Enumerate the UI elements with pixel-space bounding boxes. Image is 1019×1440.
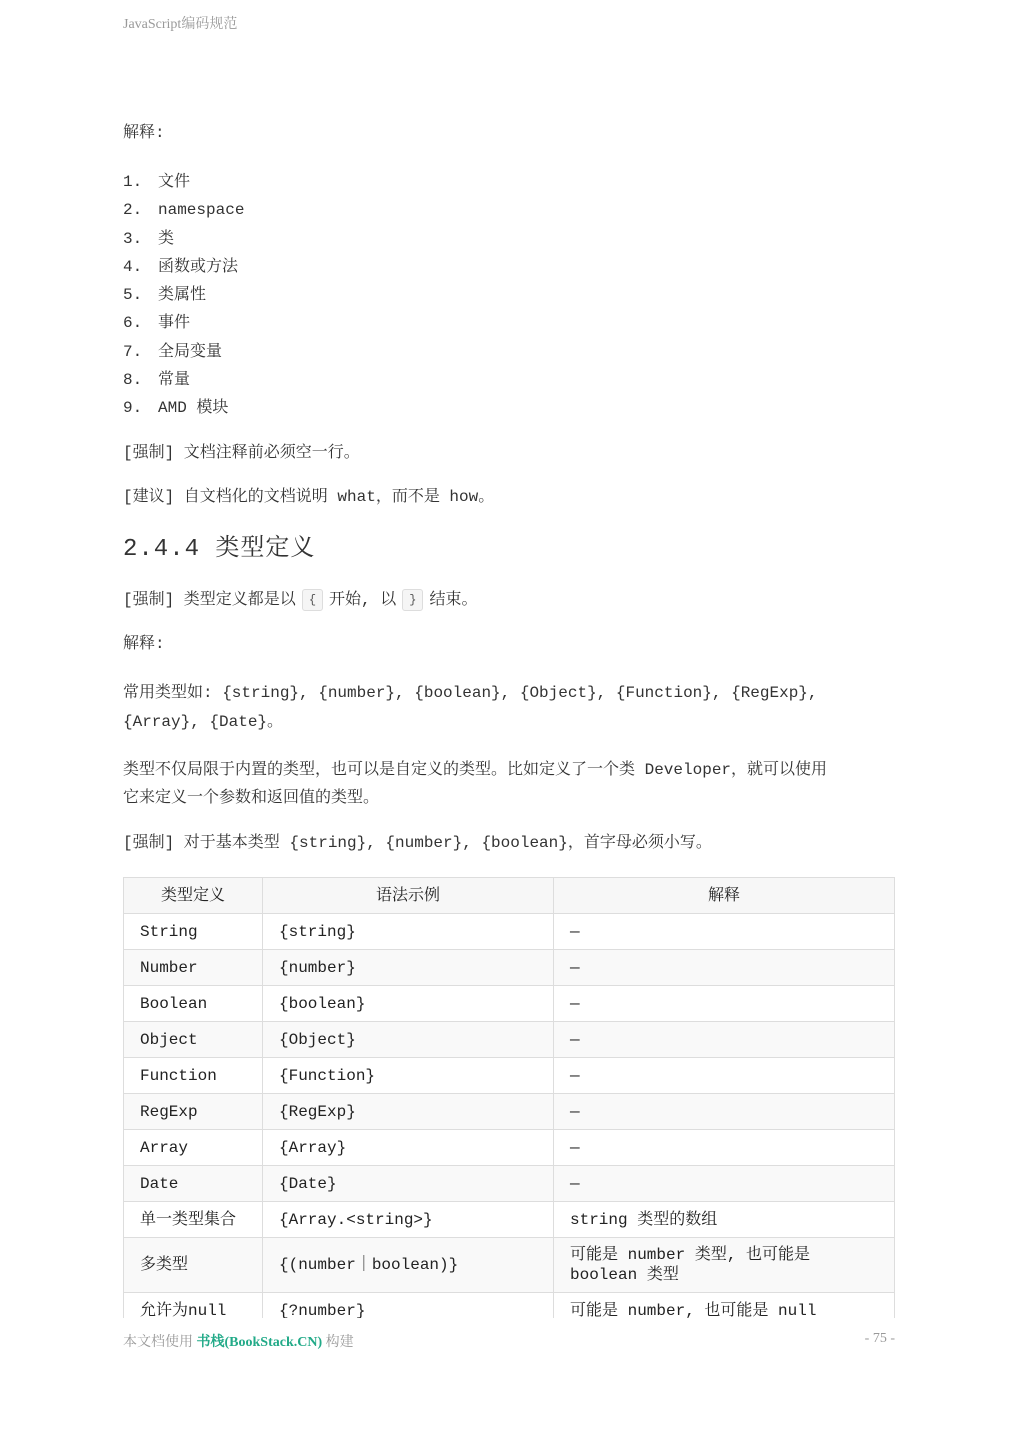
table-row <box>124 1166 895 1202</box>
table-row <box>124 1202 895 1238</box>
table-row <box>124 1238 895 1293</box>
table-row <box>124 986 895 1022</box>
table-row <box>124 1293 895 1319</box>
table-cell: {RegExp} <box>263 1094 554 1130</box>
rule-self-documenting: [建议] 自文档化的文档说明 what，而不是 how。 <box>123 488 495 506</box>
table-cell: string 类型的数组 <box>554 1202 895 1238</box>
open-brace-code: { <box>302 589 323 611</box>
table-cell: — <box>554 950 895 986</box>
table-cell: 允许为null <box>124 1293 263 1319</box>
table-cell: {Array} <box>263 1130 554 1166</box>
explanation-label: 解释: <box>123 635 165 653</box>
table-cell: Date <box>124 1166 263 1202</box>
page-number: - 75 - <box>864 1331 895 1346</box>
table-cell: 可能是 number, 也可能是 null <box>554 1293 895 1319</box>
list-item: 9. AMD 模块 <box>123 399 229 418</box>
table-header-cell: 类型定义 <box>124 878 263 914</box>
table-cell: {Function} <box>263 1058 554 1094</box>
table-row <box>124 1022 895 1058</box>
list-item: 2. namespace <box>123 201 245 220</box>
rule-type-braces: [强制] 类型定义都是以 { 开始, 以 } 结束。 <box>123 586 895 614</box>
common-types-line2: {Array}, {Date}。 <box>123 713 284 731</box>
document-header: JavaScript编码规范 <box>123 17 238 32</box>
table-cell: {Array.<string>} <box>263 1202 554 1238</box>
table-cell: — <box>554 1022 895 1058</box>
section-title: 2.4.4 类型定义 <box>123 536 316 563</box>
rule-lowercase-primitives: [强制] 对于基本类型 {string}, {number}, {boolean}，首字母必须小写。 <box>123 834 712 852</box>
list-item: 3. 类 <box>123 229 175 248</box>
footer-credit: 本文档使用 书栈(BookStack.CN) 构建 <box>123 1335 354 1350</box>
table-header-cell: 解释 <box>554 878 895 914</box>
table-cell: {Object} <box>263 1022 554 1058</box>
custom-types-line2: 它来定义一个参数和返回值的类型。 <box>123 789 380 807</box>
list-item: 1. 文件 <box>123 173 191 191</box>
bookstack-link[interactable]: 书栈(BookStack.CN) <box>196 1335 323 1350</box>
custom-types-line1: 类型不仅局限于内置的类型，也可以是自定义的类型。比如定义了一个类 Developer，就可以使用 <box>123 761 828 779</box>
rule-blank-line: [强制] 文档注释前必须空一行。 <box>123 444 360 462</box>
table-cell: — <box>554 1166 895 1202</box>
table-cell: Boolean <box>124 986 263 1022</box>
table-cell: — <box>554 1094 895 1130</box>
list-item: 4. 函数或方法 <box>123 257 239 276</box>
table-cell: {boolean} <box>263 986 554 1022</box>
common-types-line1: 常用类型如: {string}, {number}, {boolean}, {Object}, {Function}, {RegExp}, <box>123 684 818 702</box>
table-cell: Object <box>124 1022 263 1058</box>
table-cell: Function <box>124 1058 263 1094</box>
table-row <box>124 950 895 986</box>
table-row <box>124 1130 895 1166</box>
table-cell: 单一类型集合 <box>124 1202 263 1238</box>
table-cell: {?number} <box>263 1293 554 1319</box>
table-cell: — <box>554 1058 895 1094</box>
table-cell: Number <box>124 950 263 986</box>
table-header-cell: 语法示例 <box>263 878 554 914</box>
table-cell: String <box>124 914 263 950</box>
table-cell: RegExp <box>124 1094 263 1130</box>
list-item: 5. 类属性 <box>123 286 207 305</box>
table-cell: {string} <box>263 914 554 950</box>
table-header-row <box>124 878 895 914</box>
table-cell: {Date} <box>263 1166 554 1202</box>
table-row <box>124 1094 895 1130</box>
table-row <box>124 1058 895 1094</box>
table-cell: — <box>554 914 895 950</box>
table-cell: {(number｜boolean)} <box>263 1238 554 1293</box>
table-cell: — <box>554 986 895 1022</box>
close-brace-code: } <box>402 589 423 611</box>
table-cell: 可能是 number 类型, 也可能是 boolean 类型 <box>554 1238 895 1293</box>
table-cell: {number} <box>263 950 554 986</box>
list-item: 8. 常量 <box>123 371 191 390</box>
table-cell: 多类型 <box>124 1238 263 1293</box>
table-cell: Array <box>124 1130 263 1166</box>
type-definition-table <box>123 877 895 1318</box>
doc-comment-scope-list <box>123 168 244 423</box>
list-item: 7. 全局变量 <box>123 342 223 361</box>
page-content <box>123 0 895 1318</box>
table-row <box>124 914 895 950</box>
list-item: 6. 事件 <box>123 314 191 333</box>
table-cell: — <box>554 1130 895 1166</box>
explanation-label: 解释: <box>123 124 165 142</box>
